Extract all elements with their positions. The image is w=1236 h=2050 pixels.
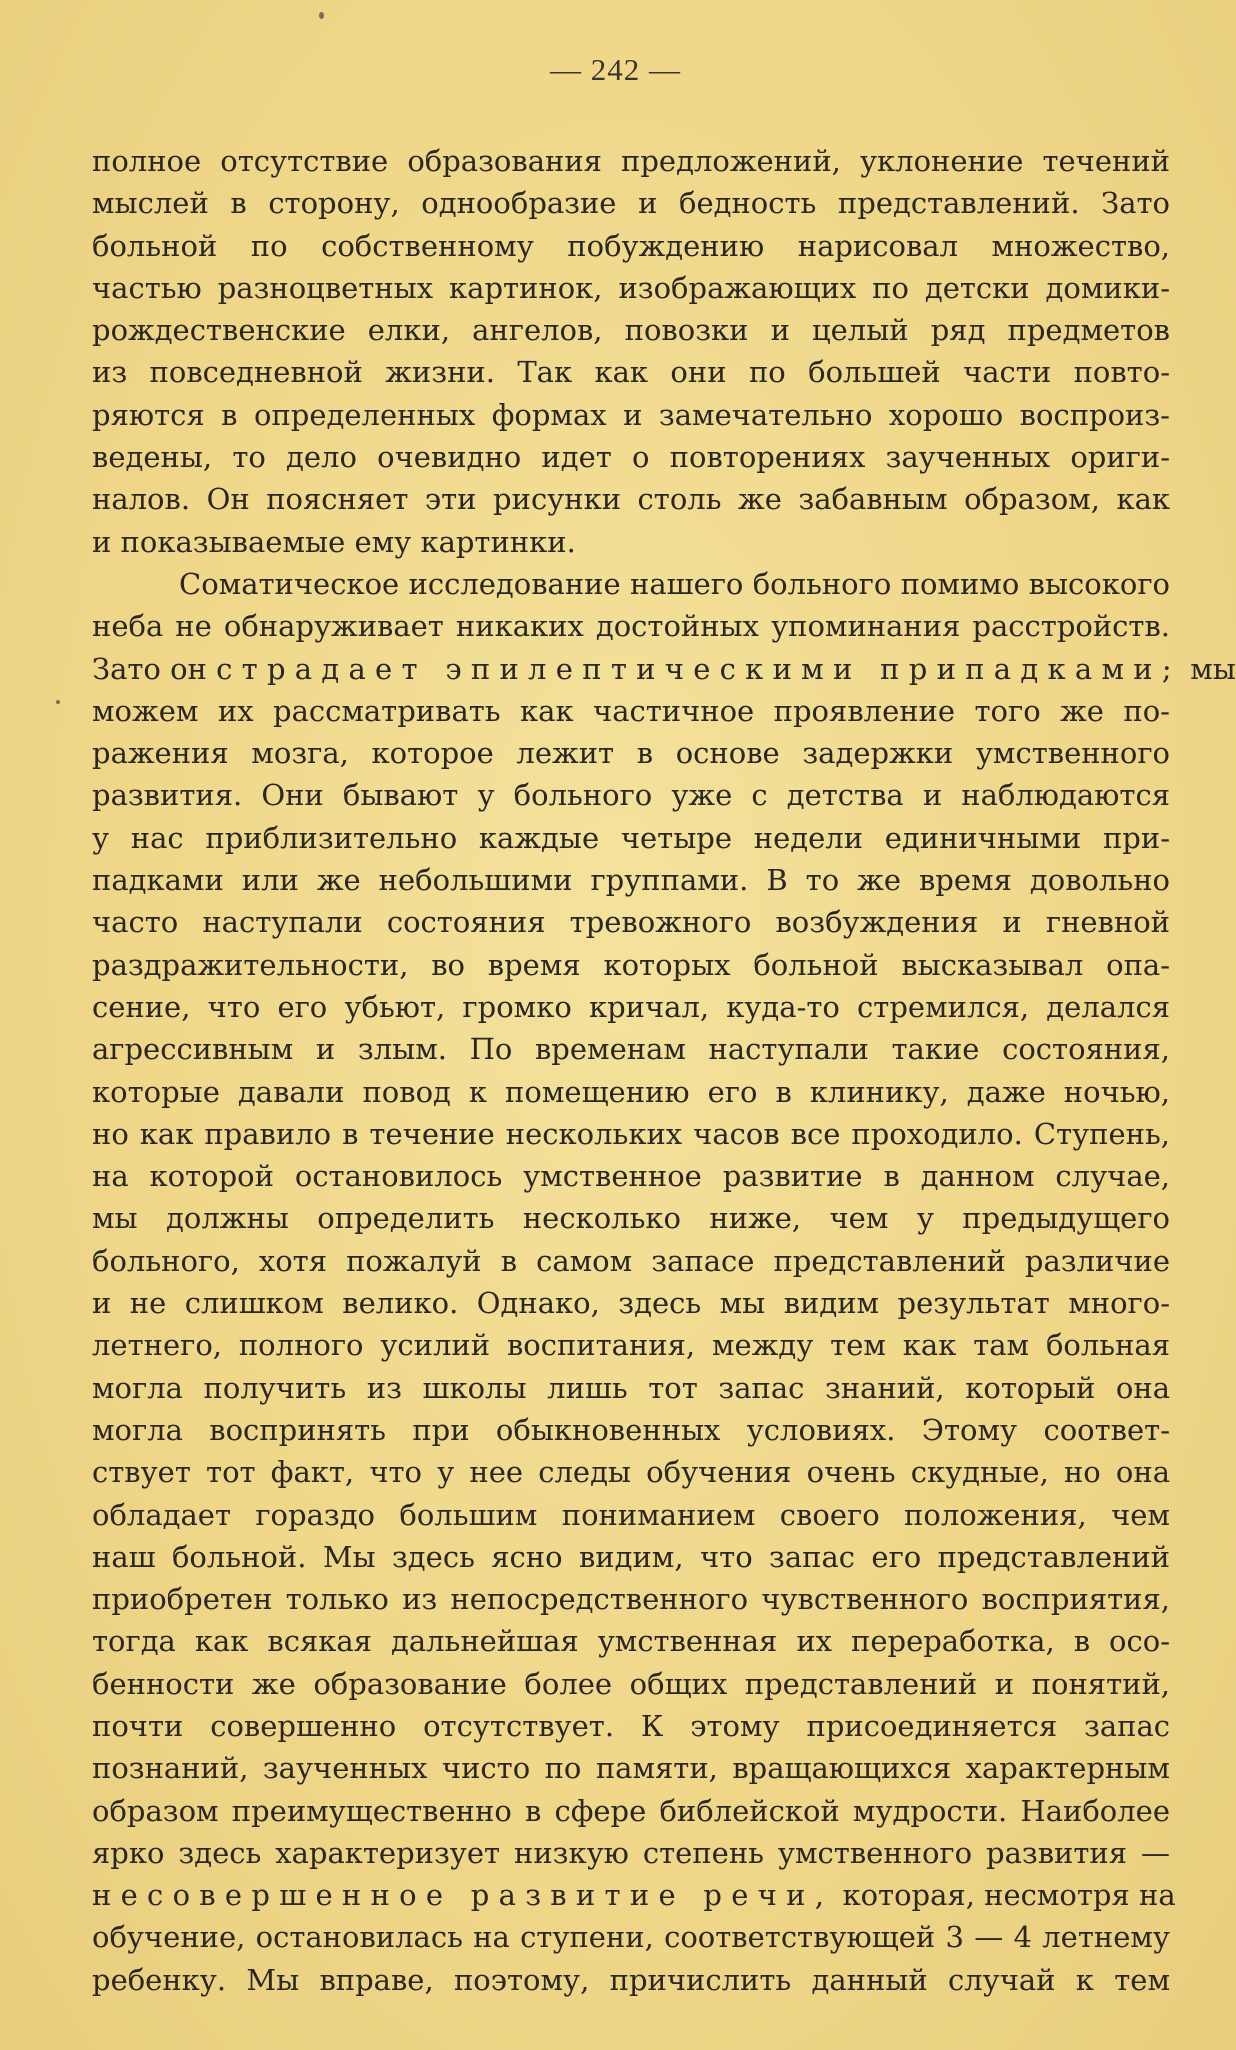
text-line: частью разноцветных картинок, изображающих по детски домики- [92, 270, 1170, 305]
text-line: наш больной. Мы здесь ясно видим, что запас его представлений [92, 1539, 1170, 1574]
text-span: которая, несмотря на [842, 1878, 1176, 1913]
text-span: мы [1190, 651, 1236, 686]
text-line: ряются в определенных формах и замечательно хорошо воспроиз- [92, 397, 1170, 432]
text-line: рождественские елки, ангелов, повозки и целый ряд предметов [92, 313, 1170, 348]
text-line: ражения мозга, которое лежит в основе задержки умственного [92, 736, 1170, 771]
emphasized-text: страдает эпилептическими припадками; [216, 651, 1181, 686]
text-line: мы должны определить несколько ниже, чем у предыдущего [92, 1201, 1170, 1236]
text-line: летнего, полного усилий воспитания, между тем как там больная [92, 1328, 1170, 1363]
text-line: и показываемые ему картинки. [92, 524, 576, 559]
text-line: развития. Они бывают у больного уже с детства и наблюдаются [92, 778, 1170, 813]
text-line: налов. Он поясняет эти рисунки столь же забавным образом, как [92, 482, 1170, 517]
page-number: — 242 — [550, 52, 681, 87]
body-text [92, 140, 1236, 2001]
text-line: обучение, остановилась на ступени, соответствующей 3 — 4 летнему [92, 1920, 1170, 1955]
emphasized-text: несовершенное развитие речи, [92, 1878, 834, 1913]
text-line: Соматическое исследование нашего больного помимо высокого [179, 566, 1170, 601]
text-line: обладает гораздо большим пониманием своего положения, чем [92, 1497, 1170, 1532]
text-line: и не слишком велико. Однако, здесь мы видим результат много- [92, 1286, 1170, 1321]
text-line: из повседневной жизни. Так как они по большей части повто- [92, 355, 1170, 390]
paragraph [92, 563, 1236, 2001]
text-line: раздражительности, во время которых больной высказывал опа- [92, 947, 1170, 982]
text-line: познаний, заученных чисто по памяти, вращающихся характерным [92, 1751, 1170, 1786]
ink-speck [319, 12, 324, 19]
text-line: полное отсутствие образования предложений, уклонение течений [92, 144, 1170, 178]
text-line: образом преимущественно в сфере библейской мудрости. Наиболее [92, 1793, 1170, 1828]
text-line: могла получить из школы лишь тот запас знаний, который она [92, 1370, 1170, 1405]
text-line: ствует тот факт, что у нее следы обучения очень скудные, но она [92, 1455, 1170, 1490]
text-line: часто наступали состояния тревожного возбуждения и гневной [92, 905, 1170, 940]
ink-speck [56, 700, 60, 704]
text-line: бенности же образование более общих представлений и понятий, [92, 1666, 1170, 1701]
text-line: которые давали повод к помещению его в клинику, даже ночью, [92, 1074, 1170, 1109]
text-line: ярко здесь характеризует низкую степень умственного развития — [92, 1835, 1170, 1870]
text-line: тогда как всякая дальнейшая умственная их переработка, в осо- [92, 1624, 1170, 1659]
text-line: почти совершенно отсутствует. К этому присоединяется запас [92, 1708, 1170, 1743]
text-line: могла воспринять при обыкновенных условиях. Этому соответ- [92, 1412, 1170, 1447]
text-line: у нас приблизительно каждые четыре недели единичными при- [92, 820, 1170, 855]
text-line: сение, что его убьют, громко кричал, куда-то стремился, делался [92, 989, 1170, 1024]
paragraph [92, 140, 1170, 563]
text-line [92, 648, 1236, 690]
text-line: больной по собственному побуждению нарисовал множество, [92, 228, 1170, 263]
text-span: Зато он [92, 651, 207, 686]
text-line: ведены, то дело очевидно идет о повторениях заученных ориги- [92, 440, 1170, 475]
text-line: больного, хотя пожалуй в самом запасе представлений различие [92, 1243, 1170, 1278]
text-line [92, 1874, 1176, 1916]
text-line: можем их рассматривать как частичное проявление того же по- [92, 693, 1170, 728]
text-line: приобретен только из непосредственного чувственного восприятия, [92, 1582, 1170, 1617]
text-line: на которой остановилось умственное развитие в данном случае, [92, 1159, 1170, 1194]
text-line: ребенку. Мы вправе, поэтому, причислить данный случай к тем [92, 1962, 1170, 1997]
text-line: агрессивным и злым. По временам наступали такие состояния, [92, 1032, 1170, 1067]
text-line: мыслей в сторону, однообразие и бедность представлений. Зато [92, 186, 1170, 221]
text-line: падками или же небольшими группами. В то же время довольно [92, 863, 1170, 898]
text-line: неба не обнаруживает никаких достойных упоминания расстройств. [92, 609, 1170, 644]
text-line: но как правило в течение нескольких часов все проходило. Ступень, [92, 1116, 1170, 1151]
